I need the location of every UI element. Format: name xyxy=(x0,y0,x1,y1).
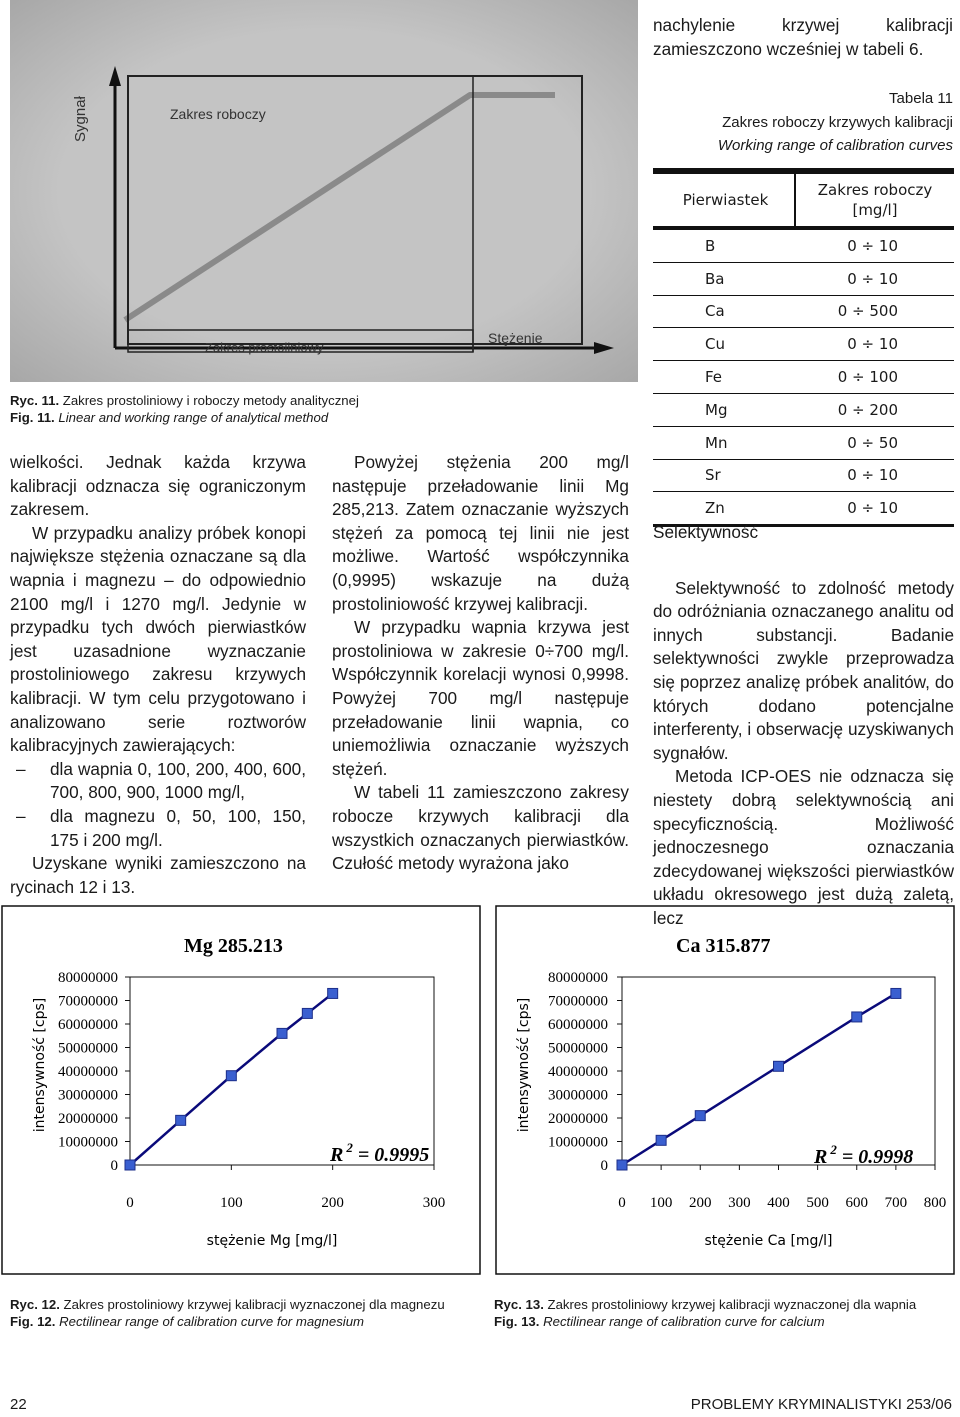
chart0-data-point xyxy=(302,1008,312,1018)
col3-paragraph-1: Selektywność to zdolność metody do odróżniania oznaczanego analitu od innych substancji. Badanie selektywności zwykle przeprowadza się poprzez analizę próbek analitów, do których dodano potencjalne interferenty, i obserwację uzyskiwanych sygnałów. xyxy=(653,577,954,763)
table-11 xyxy=(653,168,954,527)
chart1-xtick-label: 100 xyxy=(649,1195,673,1211)
page-number: 22 xyxy=(10,1396,27,1413)
chart1-data-point xyxy=(617,1160,627,1170)
body-column-1 xyxy=(10,451,306,899)
table-cell-range: 0 ÷ 10 xyxy=(795,492,954,524)
chart0-r2-exponent: 2 xyxy=(346,1140,353,1155)
chart1-ytick-label: 60000000 xyxy=(548,1017,608,1033)
chart1-title: Ca 315.877 xyxy=(676,935,771,957)
table-row xyxy=(653,361,954,394)
table-cell-element: B xyxy=(705,236,716,255)
table-row xyxy=(653,230,954,262)
table-title-pl: Zakres roboczy krzywych kalibracji xyxy=(722,113,953,131)
table-cell-element: Mg xyxy=(653,393,795,426)
table-cell-range: 0 ÷ 500 xyxy=(795,295,954,328)
table-row xyxy=(653,328,954,361)
body-column-3 xyxy=(653,521,954,931)
chart0-data-point xyxy=(277,1028,287,1038)
table-cell-element: Cu xyxy=(653,328,795,361)
figure-13-pl: Zakres prostoliniowy krzywej kalibracji wyznaczonej dla wapnia xyxy=(547,1297,917,1312)
chart1-xtick-label: 800 xyxy=(923,1195,947,1211)
table-cell-range: 0 ÷ 10 xyxy=(795,328,954,361)
chart1-ytick-label: 0 xyxy=(600,1158,608,1174)
chart0-xtick-label: 200 xyxy=(321,1195,344,1211)
chart1-ytick-label: 50000000 xyxy=(548,1040,608,1057)
chart1-data-point xyxy=(656,1135,666,1145)
chart0-xtick-label: 100 xyxy=(220,1195,243,1211)
chart0-ytick-label: 50000000 xyxy=(58,1040,118,1057)
table-cell-element: Fe xyxy=(653,361,795,394)
chart0-data-point xyxy=(125,1160,135,1170)
chart0-r2-annotation xyxy=(329,1140,429,1166)
table-title-en: Working range of calibration curves xyxy=(717,137,953,154)
table-cell-range: 0 ÷ 100 xyxy=(795,361,954,394)
table-col-pierwiastek: Pierwiastek xyxy=(682,191,769,209)
chart1-ytick-label: 80000000 xyxy=(548,970,608,986)
col1-paragraph-2: W przypadku analizy próbek konopi największe stężenia oznaczane są dla wapnia i magnezu – do odpowiednio 2100 mg/l i 1270 mg/l. Jedynie w przypadku tych dwóch pierwiastków jest uzasadnione wyznaczanie prostoliniowego zakresu krzywych kalibracji. W tym celu przygotowano i analizowano serie roztworów kalibracyjnych zawierających: xyxy=(10,522,306,756)
figure-11-caption-label: Ryc. 11. xyxy=(10,393,60,408)
table-cell-range: 0 ÷ 10 xyxy=(795,262,954,295)
chart1-data-point xyxy=(774,1061,784,1071)
col1-paragraph-1: wielkości. Jednak każda krzywa kalibracji odznacza się ograniczonym zakresem. xyxy=(10,452,306,520)
col2-paragraph-1: Powyżej stężenia 200 mg/l następuje przeładowanie linii Mg 285,213. Zatem oznaczanie wyższych stężeń za pomocą tej linii nie jest możliwe. Wartość współczynnika (0,9995) wskazuje na dużą prostoliniowość krzywej kalibracji. xyxy=(332,452,629,614)
figure-11-xlabel: Stężenie xyxy=(488,330,543,346)
figure-12-pl: Zakres prostoliniowy krzywej kalibracji wyznaczonej dla magnezu xyxy=(63,1297,445,1312)
chart1-data-point xyxy=(852,1012,862,1022)
table-row xyxy=(653,295,954,328)
chart0-ylabel: intensywność [cps] xyxy=(32,997,48,1133)
table-number: Tabela 11 xyxy=(889,90,953,107)
intro-paragraph: nachylenie krzywej kalibracji zamieszczono wcześniej w tabeli 6. xyxy=(653,15,953,59)
figure-12-label: Ryc. 12. xyxy=(10,1297,60,1312)
chart0-ytick-label: 80000000 xyxy=(58,970,118,986)
col2-paragraph-2: W przypadku wapnia krzywa jest prostoliniowa w zakresie 0÷700 mg/l. Współczynnik korelacji wynosi 0,9998. Powyżej 700 mg/l następuje przeładowanie linii wapnia, co uniemożliwia oznaczanie wyższych stężeń. xyxy=(332,617,629,779)
table-row xyxy=(653,492,954,524)
table-cell-element: Ba xyxy=(653,262,795,295)
chart1-xlabel: stężenie Ca [mg/l] xyxy=(704,1233,833,1249)
figure-11-ylabel: Sygnał xyxy=(72,96,89,142)
chart0-r2-value: = 0.9995 xyxy=(352,1144,430,1166)
table-cell-element: Sr xyxy=(653,459,795,492)
figure-11 xyxy=(10,0,638,382)
chart1-xtick-label: 0 xyxy=(618,1195,626,1211)
figure-13-en-label: Fig. 13. xyxy=(494,1314,540,1329)
chart0-ytick-label: 60000000 xyxy=(58,1017,118,1033)
chart0-ytick-label: 40000000 xyxy=(58,1064,118,1080)
figure-12-caption xyxy=(10,1296,480,1330)
chart1-r2-value: = 0.9998 xyxy=(836,1146,914,1168)
chart1-r2-label: R xyxy=(814,1146,828,1168)
table-col-zakres-line2: [mg/l] xyxy=(852,201,898,219)
chart1-xtick-label: 300 xyxy=(728,1195,751,1211)
chart0-data-point xyxy=(328,988,338,998)
col1-paragraph-3: Uzyskane wyniki zamieszczono na rycinach 12 i 13. xyxy=(10,853,306,897)
table-cell-element: Mn xyxy=(653,426,795,459)
table-row xyxy=(653,393,954,426)
table-row xyxy=(653,262,954,295)
chart0-title: Mg 285.213 xyxy=(184,935,283,957)
chart1-r2-exponent: 2 xyxy=(830,1142,837,1157)
chart1-r2-annotation xyxy=(813,1142,913,1168)
table-row xyxy=(653,459,954,492)
table-cell-element: Ca xyxy=(653,295,795,328)
chart0-xlabel: stężenie Mg [mg/l] xyxy=(206,1233,338,1249)
table-col-zakres xyxy=(795,174,954,226)
col2-paragraph-3: W tabeli 11 zamieszczono zakresy robocze krzywych kalibracji dla wszystkich oznaczanych pierwiastków. Czułość metody wyrażona jako xyxy=(332,782,629,874)
chart1-ytick-label: 10000000 xyxy=(548,1134,608,1151)
chart1-xtick-label: 700 xyxy=(884,1195,908,1211)
chart1-ytick-label: 70000000 xyxy=(548,993,608,1010)
chart0-plot-area xyxy=(130,977,434,1165)
figure-12-en: Rectilinear range of calibration curve for magnesium xyxy=(59,1314,365,1329)
section-heading: Selektywność xyxy=(653,522,759,542)
chart1-xtick-label: 200 xyxy=(689,1195,712,1211)
chart0-ytick-label: 70000000 xyxy=(58,993,118,1010)
table-col-zakres-line1: Zakres roboczy xyxy=(817,181,933,199)
chart1-ytick-label: 40000000 xyxy=(548,1064,608,1080)
table-cell-element: Zn xyxy=(653,492,795,524)
chart1-ylabel: intensywność [cps] xyxy=(516,997,532,1133)
table-cell-range: 0 ÷ 10 xyxy=(795,459,954,492)
chart1-xtick-label: 500 xyxy=(806,1195,829,1211)
chart0-data-point xyxy=(176,1115,186,1125)
intro-text xyxy=(653,14,953,61)
chart1-ytick-label: 30000000 xyxy=(548,1087,608,1104)
figure-11-caption-en-label: Fig. 11. xyxy=(10,410,55,425)
col1-list-item-2-text: dla magnezu 0, 50, 100, 150, 175 i 200 mg/l. xyxy=(50,805,306,850)
chart1-ytick-label: 20000000 xyxy=(548,1111,608,1127)
body-column-2 xyxy=(332,451,629,876)
chart1-data-point xyxy=(891,988,901,998)
chart1-xtick-label: 400 xyxy=(767,1195,790,1211)
charts-area xyxy=(0,905,960,1275)
col3-paragraph-2: Metoda ICP-OES nie odznacza się niestety dobrą selektywnością ani specyficznością. Możliwość jednoczesnego oznaczania zdecydowanej większości pierwiastków układu okresowego jest dużą zaletą, lecz xyxy=(653,766,954,928)
chart1-data-point xyxy=(695,1111,705,1121)
col1-list-item-2: – dla magnezu 0, 50, 100, 150, 175 i 200 mg/l. xyxy=(16,805,306,850)
figure-11-caption-en: Linear and working range of analytical method xyxy=(58,410,329,425)
figure-11-caption-pl: Zakres prostoliniowy i roboczy metody analitycznej xyxy=(62,393,359,408)
chart0-ytick-label: 10000000 xyxy=(58,1134,118,1151)
chart0-ytick-label: 20000000 xyxy=(58,1111,118,1127)
chart0-ytick-label: 0 xyxy=(110,1158,118,1174)
chart0-data-point xyxy=(226,1071,236,1081)
figure-13-en: Rectilinear range of calibration curve for calcium xyxy=(543,1314,825,1329)
figure-12-en-label: Fig. 12. xyxy=(10,1314,56,1329)
figure-13-caption xyxy=(494,1296,954,1330)
table-11-heading xyxy=(653,87,953,158)
col1-list-item-1-text: dla wapnia 0, 100, 200, 400, 600, 700, 800, 900, 1000 mg/l, xyxy=(50,758,306,803)
figure-11-bottom-label: Zakres prostoliniowy xyxy=(205,340,324,355)
figure-13-label: Ryc. 13. xyxy=(494,1297,544,1312)
table-cell-range: 0 ÷ 10 xyxy=(847,236,898,255)
chart0-ytick-label: 30000000 xyxy=(58,1087,118,1104)
chart0-xtick-label: 0 xyxy=(126,1195,134,1211)
table-cell-range: 0 ÷ 50 xyxy=(795,426,954,459)
table-body xyxy=(653,230,954,524)
chart0-r2-label: R xyxy=(330,1144,344,1166)
figure-11-diagram xyxy=(10,0,638,382)
chart1-xtick-label: 600 xyxy=(845,1195,868,1211)
journal-name: PROBLEMY KRYMINALISTYKI 253/06 xyxy=(690,1396,952,1413)
table-row xyxy=(653,426,954,459)
figure-11-box-label: Zakres roboczy xyxy=(170,106,266,122)
col1-list-item-1: – dla wapnia 0, 100, 200, 400, 600, 700, 800, 900, 1000 mg/l, xyxy=(16,758,306,803)
chart0-xtick-label: 300 xyxy=(422,1195,446,1211)
table-cell-range: 0 ÷ 200 xyxy=(795,393,954,426)
figure-11-caption xyxy=(10,392,640,426)
